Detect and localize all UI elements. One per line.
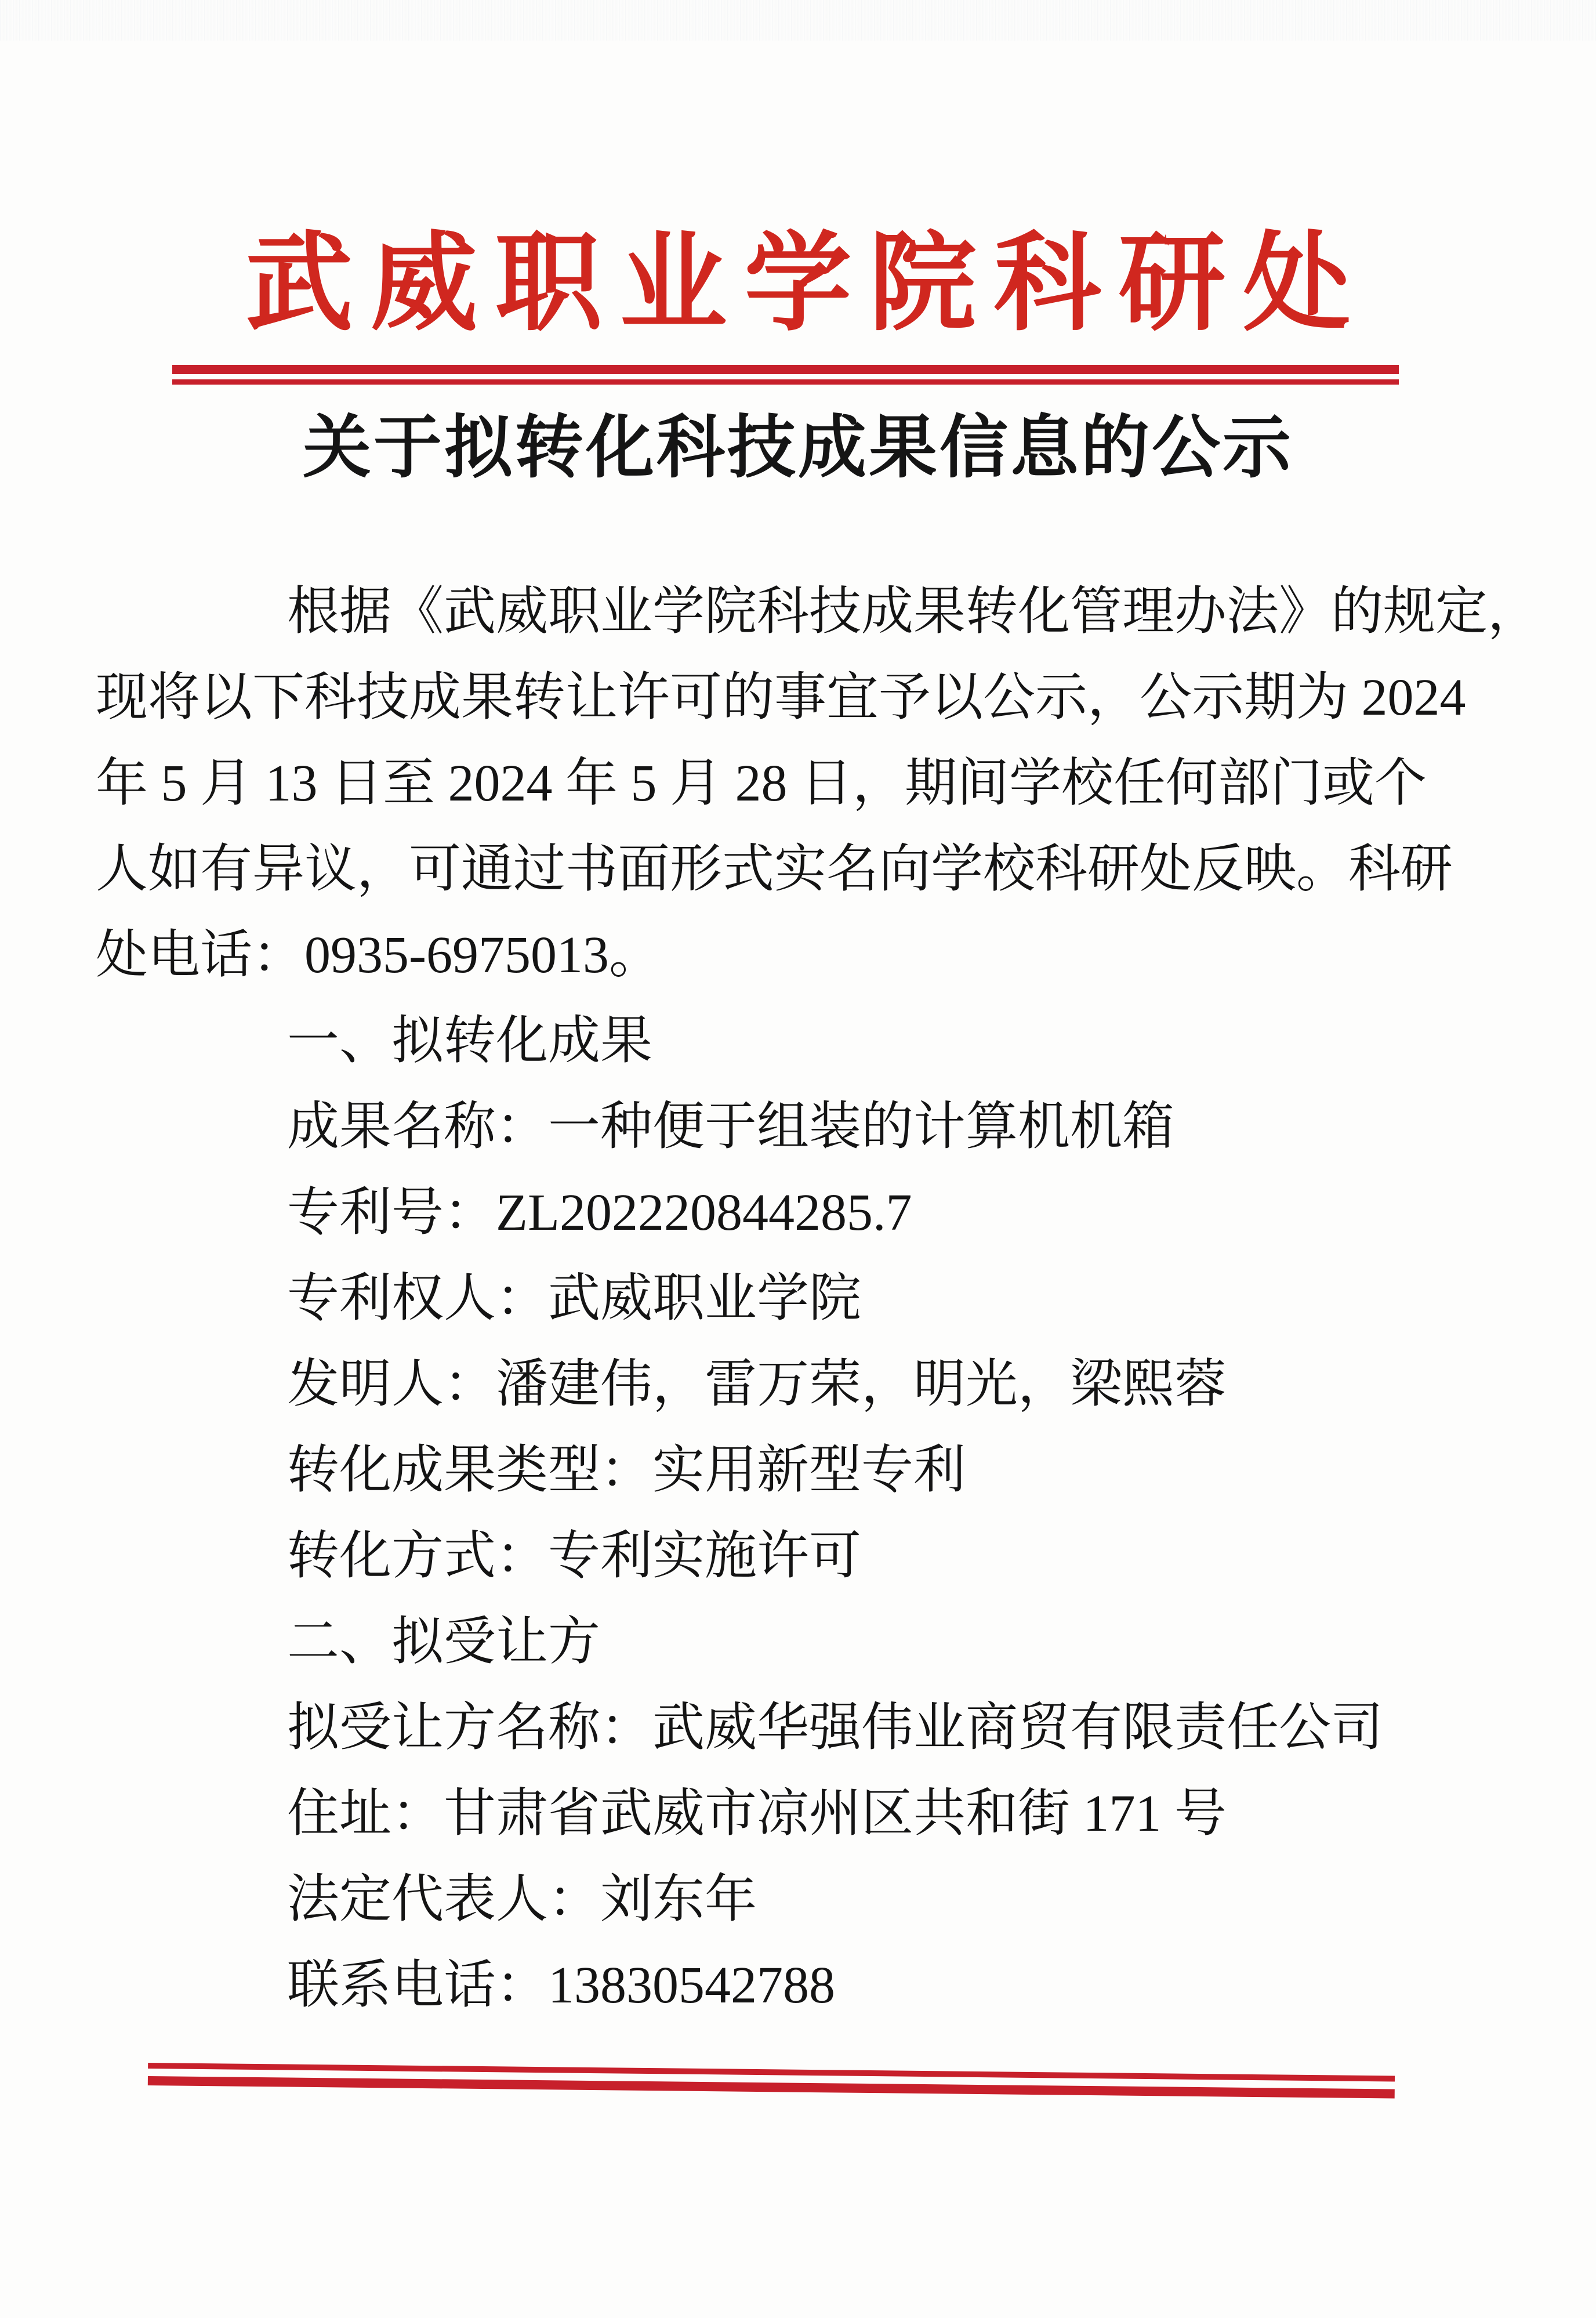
header-rule-thick-line — [172, 365, 1399, 374]
field-achievement-name: 成果名称：一种便于组装的计算机机箱 — [287, 1098, 1174, 1156]
header-rule-thin-line — [172, 379, 1399, 385]
header-rule-gap — [172, 374, 1399, 379]
field-legal-representative: 法定代表人：刘东年 — [287, 1870, 757, 1928]
field-transferee-name: 拟受让方名称：武威华强伟业商贸有限责任公司 — [287, 1698, 1383, 1756]
field-conversion-method: 转化方式：专利实施许可 — [287, 1527, 861, 1585]
header-double-rule — [172, 365, 1399, 385]
document-title: 关于拟转化科技成果信息的公示 — [302, 410, 1293, 486]
document-body — [96, 569, 1540, 2029]
field-inventors: 发明人：潘建伟，雷万荣，明光，梁熙蓉 — [287, 1355, 1227, 1413]
field-achievement-type: 转化成果类型：实用新型专利 — [287, 1441, 966, 1499]
field-transferee-address: 住址：甘肃省武威市凉州区共和街 171 号 — [287, 1784, 1227, 1842]
section-2-heading: 二、拟受让方 — [287, 1613, 600, 1671]
field-patent-number: 专利号：ZL202220844285.7 — [287, 1183, 912, 1241]
footer-double-rule — [148, 2063, 1395, 2099]
paragraph-line-objection: 人如有异议，可通过书面形式实名向学校科研处反映。科研 — [96, 840, 1453, 898]
paragraph-line-office-phone: 处电话：0935-6975013。 — [96, 926, 661, 984]
paragraph-line-basis: 根据《武威职业学院科技成果转化管理办法》的规定， — [287, 582, 1540, 640]
organization-header: 武威职业学院科研处 — [245, 225, 1368, 344]
section-1-heading: 一、拟转化成果 — [287, 1012, 652, 1070]
field-patent-owner: 专利权人：武威职业学院 — [287, 1269, 861, 1327]
field-contact-phone: 联系电话：13830542788 — [287, 1956, 835, 2014]
paragraph-line-dates: 年 5 月 13 日至 2024 年 5 月 28 日，期间学校任何部门或个 — [96, 754, 1427, 812]
paragraph-line-announce: 现将以下科技成果转让许可的事宜予以公示，公示期为 2024 — [96, 668, 1466, 726]
